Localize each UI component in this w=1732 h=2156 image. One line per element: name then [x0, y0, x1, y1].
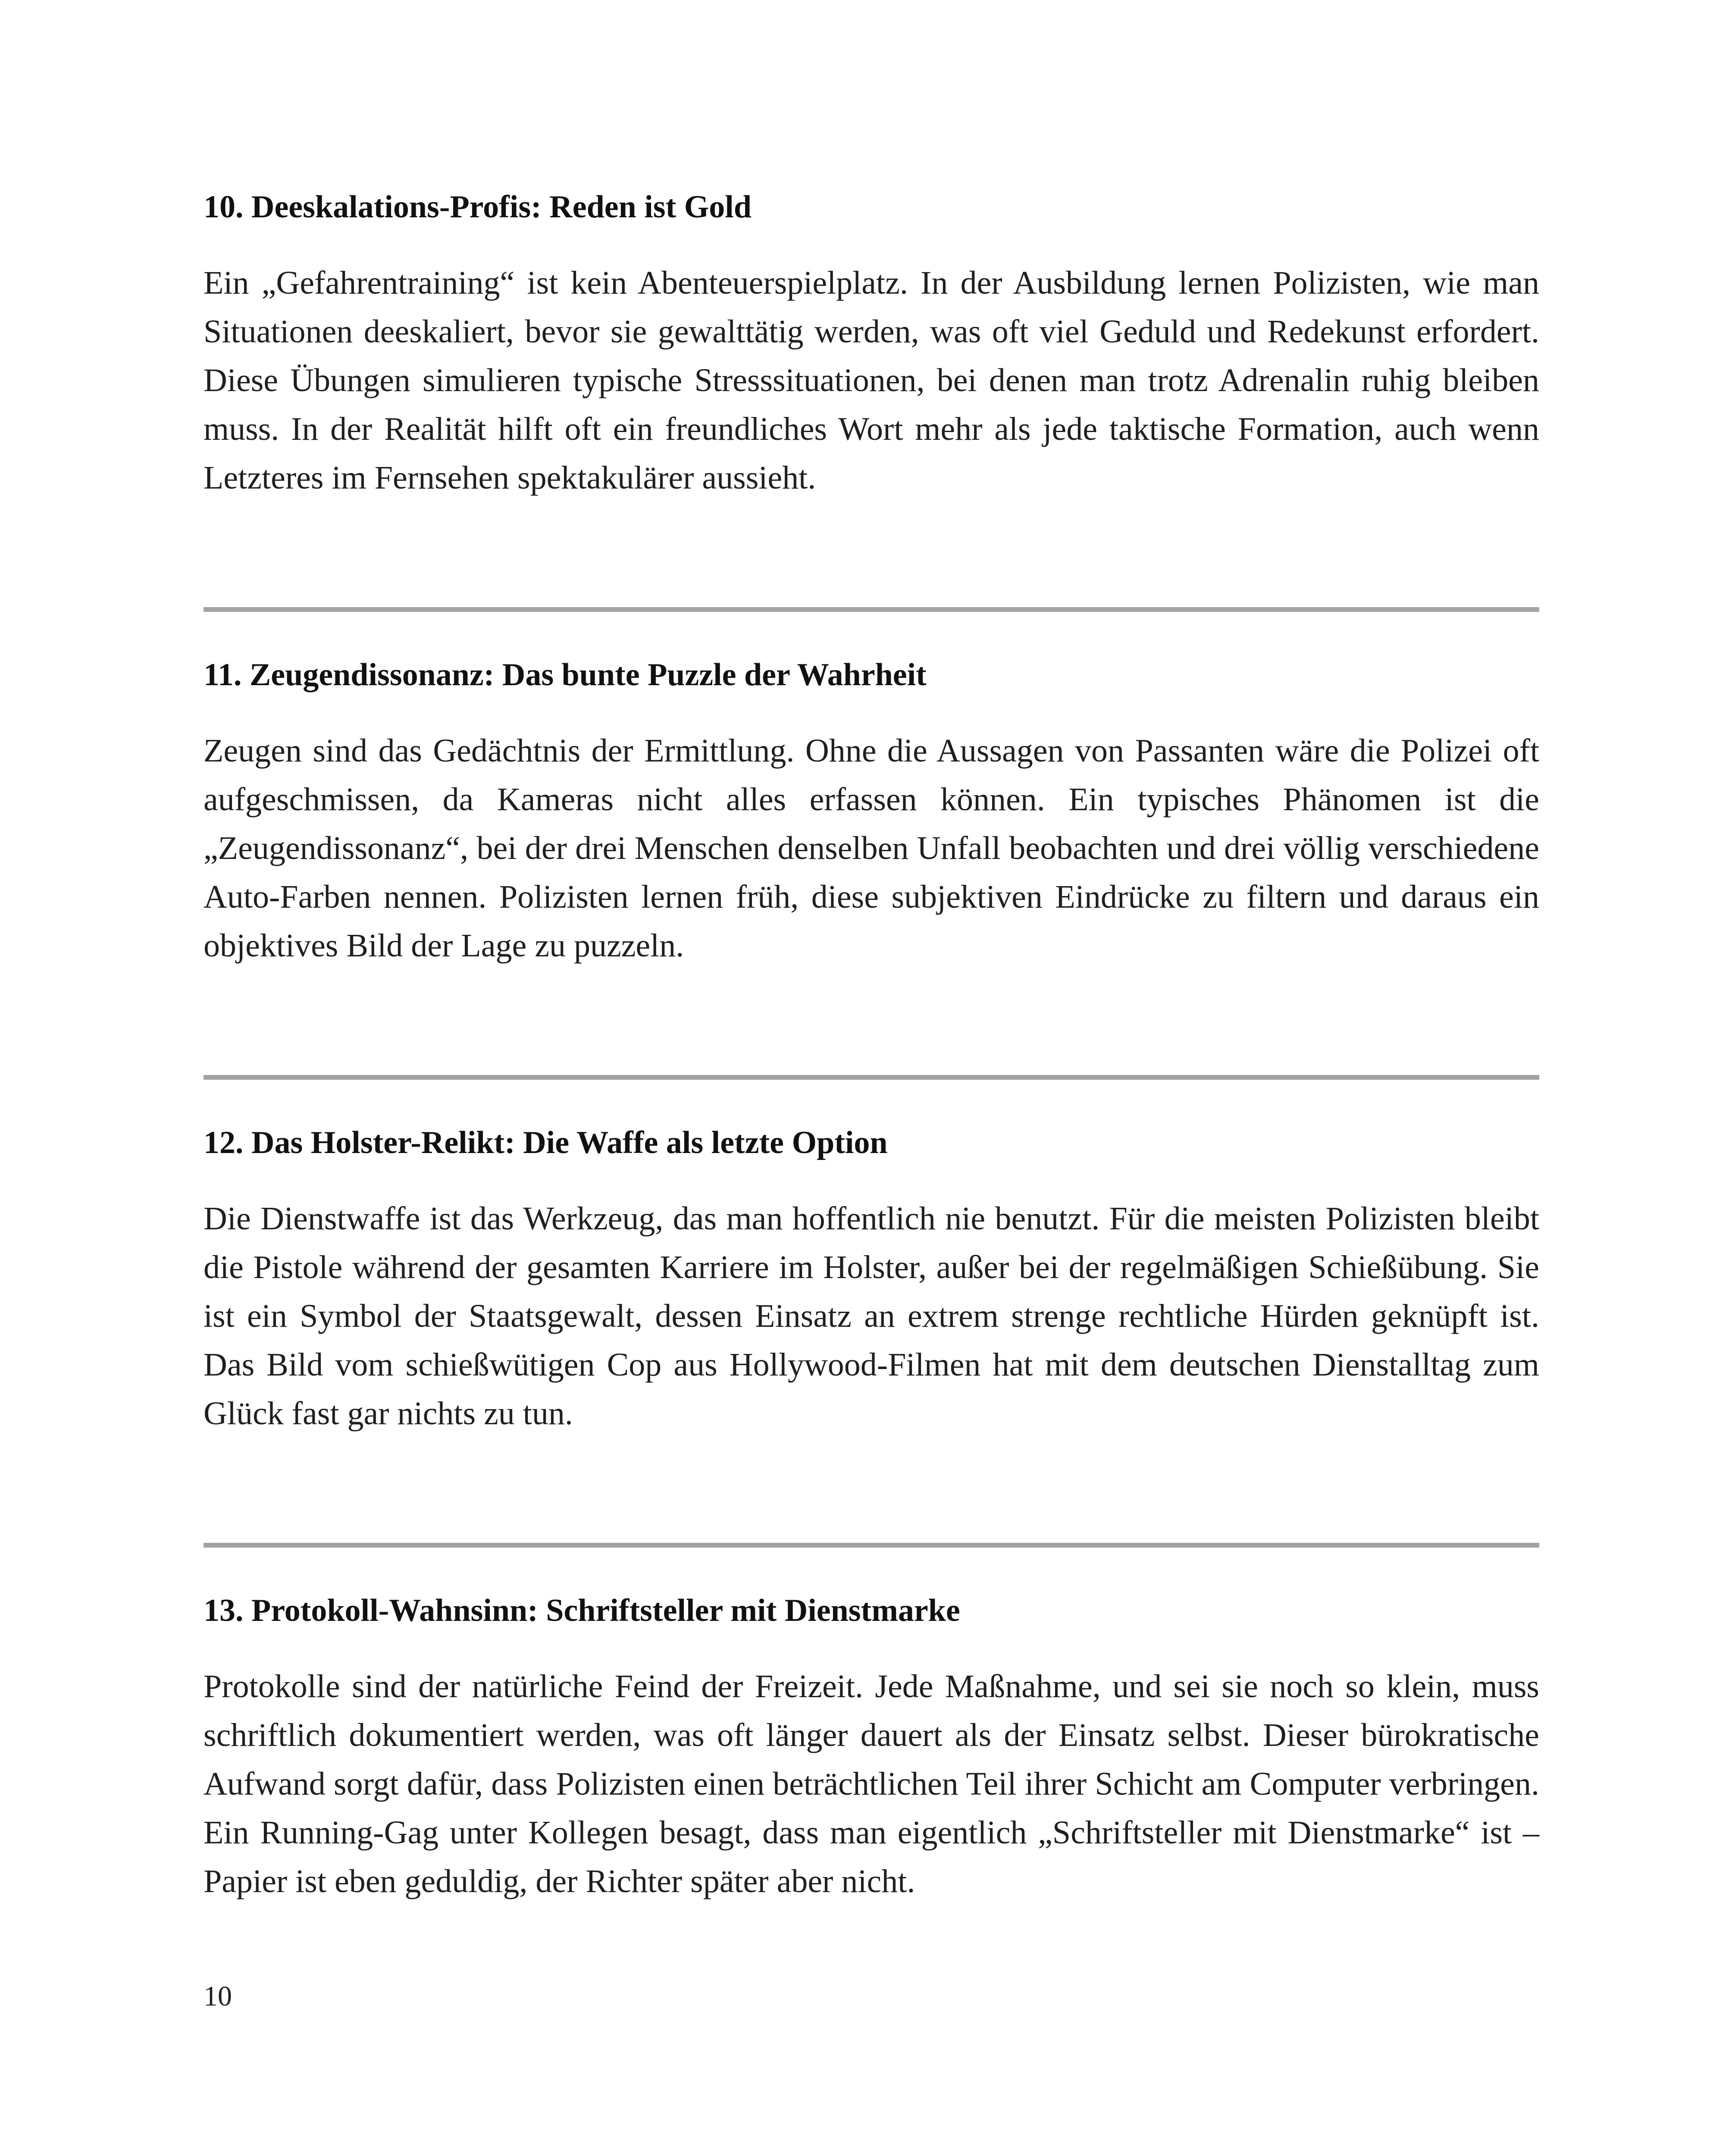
- section-body: Ein „Gefahrentraining“ ist kein Abenteuerspielplatz. In der Ausbildung lernen Polizisten, wie man Situationen deeskaliert, bevor sie gewalttätig werden, was oft viel Geduld und Redekunst erfordert. Diese Übungen simulieren typische Stresssituationen, bei denen man trotz Adrenalin ruhig bleiben muss. In der Realität hilft oft ein freundliches Wort mehr als jede taktische Formation, auch wenn Letzteres im Fernsehen spektakulärer aussieht.: [204, 265, 1539, 496]
- section-title: 10. Deeskalations-Profis: Reden ist Gold: [204, 189, 752, 225]
- section-divider: [204, 1543, 1539, 1548]
- section-body: Die Dienstwaffe ist das Werkzeug, das man hoffentlich nie benutzt. Für die meisten Polizisten bleibt die Pistole während der gesamten Karriere im Holster, außer bei der regelmäßigen Schießübung. Sie ist ein Symbol der Staatsgewalt, dessen Einsatz an extrem strenge rechtliche Hürden geknüpft ist. Das Bild vom schießwütigen Cop aus Hollywood-Filmen hat mit dem deutschen Dienstalltag zum Glück fast gar nichts zu tun.: [204, 1200, 1539, 1432]
- section-12: [204, 1121, 1539, 1438]
- section-body: Zeugen sind das Gedächtnis der Ermittlung. Ohne die Aussagen von Passanten wäre die Polizei oft aufgeschmissen, da Kameras nicht alles erfassen können. Ein typisches Phänomen ist die „Zeugendissonanz“, bei der drei Menschen denselben Unfall beobachten und drei völlig verschiedene Auto-Farben nennen. Polizisten lernen früh, diese subjektiven Eindrücke zu filtern und daraus ein objektives Bild der Lage zu puzzeln.: [204, 733, 1539, 964]
- page-number: 10: [204, 1981, 232, 2012]
- section-body: Protokolle sind der natürliche Feind der Freizeit. Jede Maßnahme, und sei sie noch so klein, muss schriftlich dokumentiert werden, was oft länger dauert als der Einsatz selbst. Dieser bürokratische Aufwand sorgt dafür, dass Polizisten einen beträchtlichen Teil ihrer Schicht am Computer verbringen. Ein Running-Gag unter Kollegen besagt, dass man eigentlich „Schriftsteller mit Dienstmarke“ ist – Papier ist eben geduldig, der Richter später aber nicht.: [204, 1668, 1539, 1899]
- section-title: 11. Zeugendissonanz: Das bunte Puzzle der Wahrheit: [204, 657, 927, 693]
- section-10: [204, 185, 1539, 502]
- section-title: 13. Protokoll-Wahnsinn: Schriftsteller mit Dienstmarke: [204, 1593, 960, 1628]
- section-divider: [204, 607, 1539, 612]
- section-13: [204, 1589, 1539, 1906]
- section-title: 12. Das Holster-Relikt: Die Waffe als letzte Option: [204, 1125, 888, 1160]
- section-divider: [204, 1075, 1539, 1080]
- section-11: [204, 653, 1539, 970]
